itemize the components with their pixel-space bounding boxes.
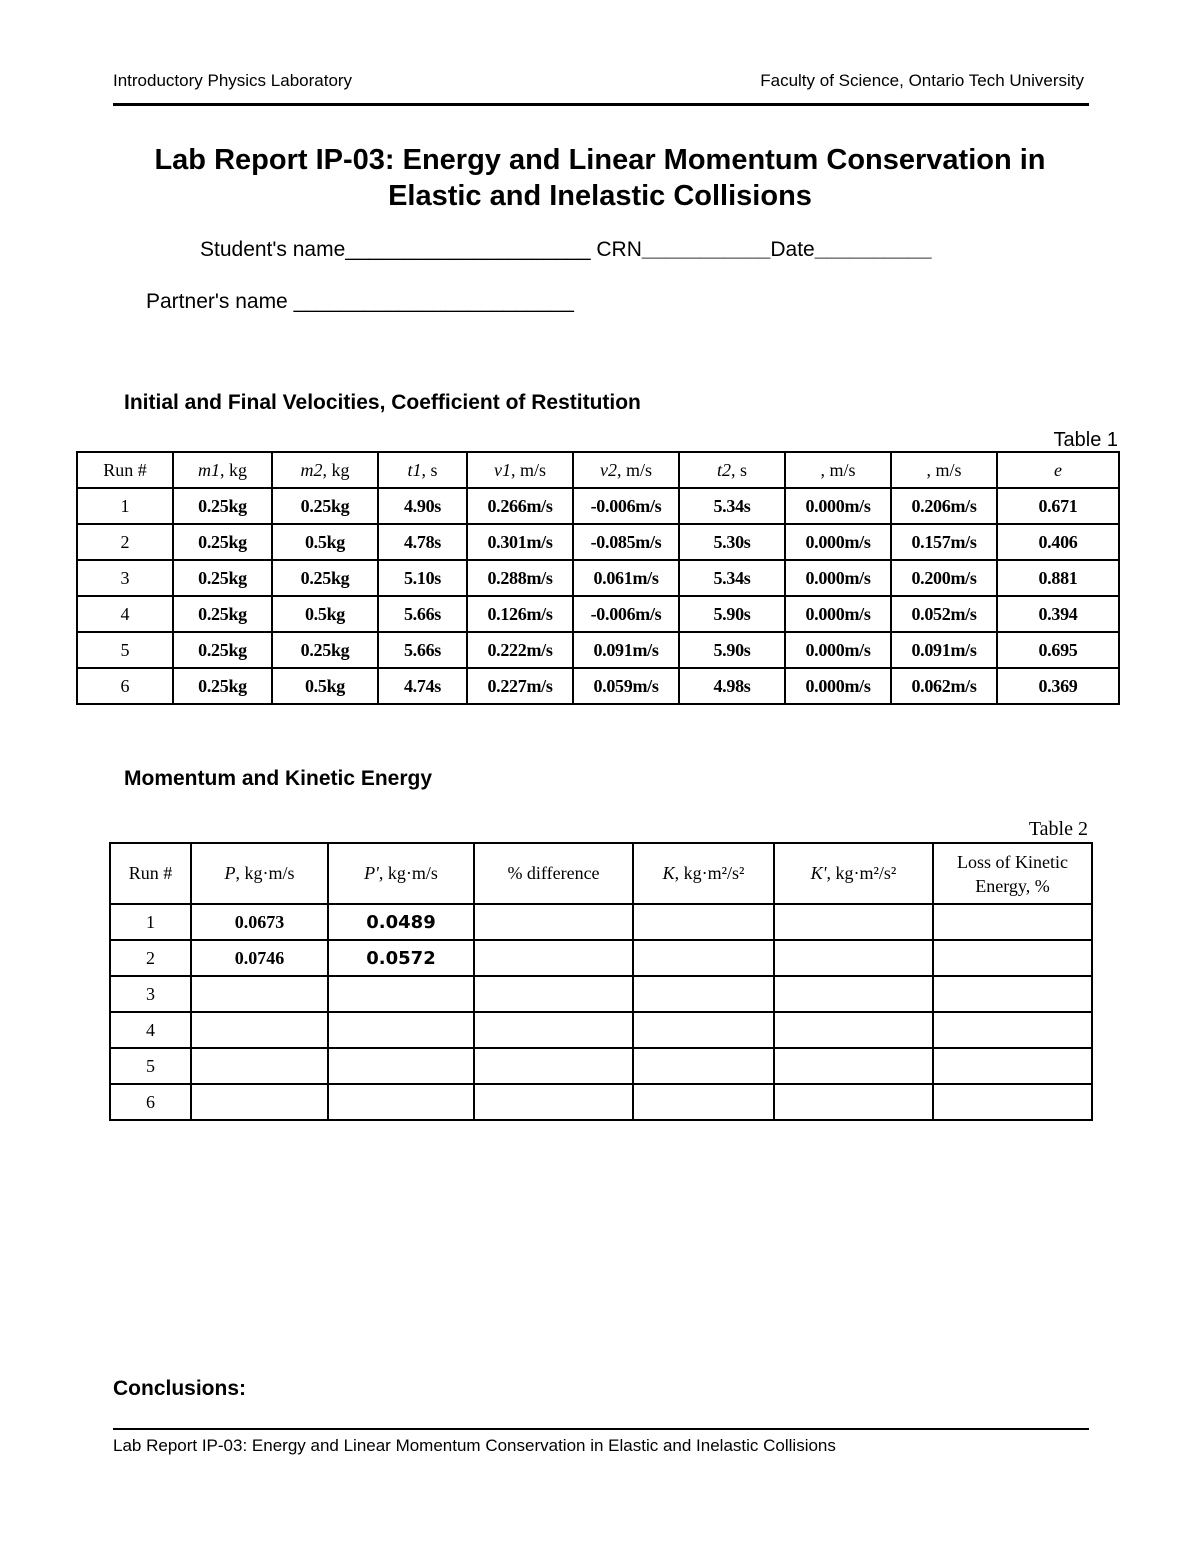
table-cell[interactable]: 0.695: [997, 632, 1119, 668]
table-cell[interactable]: 0.25kg: [272, 632, 378, 668]
col-t1: t1, s: [378, 452, 467, 488]
table-cell[interactable]: 0.25kg: [272, 560, 378, 596]
table-cell[interactable]: 0.5kg: [272, 596, 378, 632]
student-info-line: [200, 238, 932, 262]
table-cell[interactable]: [328, 1048, 474, 1084]
table-cell[interactable]: [933, 976, 1092, 1012]
col-e: e: [997, 452, 1119, 488]
page-title-line2: Elastic and Inelastic Collisions: [388, 180, 812, 212]
table-cell[interactable]: [774, 1012, 933, 1048]
table-cell[interactable]: 0.0572: [328, 940, 474, 976]
table-cell[interactable]: [328, 1084, 474, 1120]
table-row: [110, 904, 1092, 940]
table-cell[interactable]: 0.000m/s: [785, 560, 891, 596]
table-cell[interactable]: [191, 976, 328, 1012]
table-cell[interactable]: 0.25kg: [173, 632, 272, 668]
table-cell[interactable]: [774, 1084, 933, 1120]
col-v1: v1, m/s: [467, 452, 573, 488]
table-cell[interactable]: 4.98s: [679, 668, 785, 704]
table-cell[interactable]: 0.059m/s: [573, 668, 679, 704]
table-cell[interactable]: 0.5kg: [272, 668, 378, 704]
col-t2: t2, s: [679, 452, 785, 488]
table-cell[interactable]: 0.0746: [191, 940, 328, 976]
table-cell[interactable]: 0.394: [997, 596, 1119, 632]
table-cell[interactable]: [633, 976, 774, 1012]
table-cell[interactable]: [474, 1048, 633, 1084]
table-row: [77, 524, 1119, 560]
table-cell[interactable]: 0.25kg: [173, 524, 272, 560]
crn-label[interactable]: ___________________ CRN: [368, 238, 642, 261]
table-cell[interactable]: [474, 940, 633, 976]
col-m1: m1, kg: [173, 452, 272, 488]
run-number-cell: 1: [110, 904, 191, 940]
table-cell[interactable]: [633, 1012, 774, 1048]
col-v1-final: , m/s: [785, 452, 891, 488]
table-cell[interactable]: 0.25kg: [173, 596, 272, 632]
table-cell[interactable]: 5.30s: [679, 524, 785, 560]
col-percent-difference: % difference: [474, 843, 633, 904]
footer-text: Lab Report IP-03: Energy and Linear Momentum Conservation in Elastic and Inelastic Collisions: [113, 1436, 836, 1455]
table-cell[interactable]: 0.406: [997, 524, 1119, 560]
table-cell[interactable]: 5.34s: [679, 488, 785, 524]
run-number-cell: 1: [77, 488, 173, 524]
table2-caption: Table 2: [1028, 818, 1088, 840]
date-field[interactable]: __________: [814, 238, 932, 261]
table-cell[interactable]: [933, 904, 1092, 940]
col-p-final: P', kg·m/s: [328, 843, 474, 904]
table-cell[interactable]: 0.227m/s: [467, 668, 573, 704]
student-name-label[interactable]: Student's name__: [200, 238, 369, 261]
table-cell[interactable]: [774, 1048, 933, 1084]
run-number-cell: 4: [77, 596, 173, 632]
col-m2: m2, kg: [272, 452, 378, 488]
col-k-final: K', kg·m²/s²: [774, 843, 933, 904]
run-number-cell: 4: [110, 1012, 191, 1048]
col-loss-kinetic-energy: Loss of Kinetic Energy, %: [933, 843, 1092, 904]
run-number-cell: 6: [110, 1084, 191, 1120]
table-cell[interactable]: [633, 904, 774, 940]
table-cell[interactable]: [633, 1048, 774, 1084]
table-cell[interactable]: 0.222m/s: [467, 632, 573, 668]
table-cell[interactable]: [933, 1012, 1092, 1048]
table-cell[interactable]: [633, 940, 774, 976]
table-row: [110, 1048, 1092, 1084]
table-cell[interactable]: -0.006m/s: [573, 488, 679, 524]
table-row: [77, 632, 1119, 668]
table-cell[interactable]: 5.66s: [378, 632, 467, 668]
table-cell[interactable]: 0.052m/s: [891, 596, 997, 632]
table-cell[interactable]: [191, 1084, 328, 1120]
table-cell[interactable]: 0.000m/s: [785, 632, 891, 668]
table-cell[interactable]: [191, 1012, 328, 1048]
table1-caption: Table 1: [1053, 429, 1118, 451]
col-run: Run #: [110, 843, 191, 904]
table-cell[interactable]: [774, 940, 933, 976]
table-cell[interactable]: 0.061m/s: [573, 560, 679, 596]
section2-title: Momentum and Kinetic Energy: [124, 767, 433, 790]
table-cell[interactable]: -0.006m/s: [573, 596, 679, 632]
run-number-cell: 6: [77, 668, 173, 704]
table-cell[interactable]: 4.78s: [378, 524, 467, 560]
run-number-cell: 3: [77, 560, 173, 596]
run-number-cell: 5: [77, 632, 173, 668]
table-row: [77, 596, 1119, 632]
table-cell[interactable]: 5.90s: [679, 632, 785, 668]
table-cell[interactable]: 0.266m/s: [467, 488, 573, 524]
table-cell[interactable]: [191, 1048, 328, 1084]
table-cell[interactable]: 0.000m/s: [785, 488, 891, 524]
col-v2-final: , m/s: [891, 452, 997, 488]
table-cell[interactable]: [474, 1084, 633, 1120]
table-row: [110, 976, 1092, 1012]
table-cell[interactable]: 5.90s: [679, 596, 785, 632]
page-title-line1: Lab Report IP-03: Energy and Linear Momentum Conservation in: [154, 144, 1046, 176]
table-row: [110, 1012, 1092, 1048]
table-row: [77, 560, 1119, 596]
table-cell[interactable]: 0.288m/s: [467, 560, 573, 596]
table-cell[interactable]: 0.671: [997, 488, 1119, 524]
table-row: [77, 668, 1119, 704]
table-cell[interactable]: [474, 1012, 633, 1048]
table-cell[interactable]: 4.90s: [378, 488, 467, 524]
header-right: Faculty of Science, Ontario Tech University: [760, 71, 1084, 90]
table-cell[interactable]: 5.66s: [378, 596, 467, 632]
table-cell[interactable]: 5.10s: [378, 560, 467, 596]
table-cell[interactable]: 0.091m/s: [891, 632, 997, 668]
table-cell[interactable]: 0.206m/s: [891, 488, 997, 524]
col-v2: v2, m/s: [573, 452, 679, 488]
col-run: Run #: [77, 452, 173, 488]
table-row: [110, 940, 1092, 976]
table-1: [76, 451, 1120, 705]
crn-field[interactable]: ___________: [641, 238, 771, 261]
table-cell[interactable]: 0.25kg: [173, 668, 272, 704]
col-k: K, kg·m²/s²: [633, 843, 774, 904]
table-cell[interactable]: 0.062m/s: [891, 668, 997, 704]
section1-title: Initial and Final Velocities, Coefficient of Restitution: [124, 391, 641, 414]
table-cell[interactable]: 0.25kg: [272, 488, 378, 524]
table-cell[interactable]: 0.200m/s: [891, 560, 997, 596]
table-cell[interactable]: 0.369: [997, 668, 1119, 704]
table-cell[interactable]: 5.34s: [679, 560, 785, 596]
date-label: Date: [770, 238, 815, 261]
page-title: [0, 142, 1200, 214]
table-cell[interactable]: 0.5kg: [272, 524, 378, 560]
table-cell[interactable]: 0.157m/s: [891, 524, 997, 560]
table-cell[interactable]: [933, 1084, 1092, 1120]
table-cell[interactable]: 0.0673: [191, 904, 328, 940]
table-cell[interactable]: [474, 904, 633, 940]
table-cell[interactable]: 0.25kg: [173, 488, 272, 524]
table-cell[interactable]: 0.25kg: [173, 560, 272, 596]
footer-rule: [113, 1428, 1089, 1430]
table-cell[interactable]: 0.000m/s: [785, 596, 891, 632]
run-number-cell: 3: [110, 976, 191, 1012]
table-cell[interactable]: 0.301m/s: [467, 524, 573, 560]
table-cell[interactable]: 0.0489: [328, 904, 474, 940]
table-cell[interactable]: [328, 976, 474, 1012]
table2-header-row: [110, 843, 1092, 904]
table-cell[interactable]: 0.091m/s: [573, 632, 679, 668]
col-p: P, kg·m/s: [191, 843, 328, 904]
table-cell[interactable]: [774, 976, 933, 1012]
header-left: Introductory Physics Laboratory: [113, 71, 353, 90]
run-number-cell: 2: [77, 524, 173, 560]
table-cell[interactable]: [474, 976, 633, 1012]
table-cell[interactable]: 0.000m/s: [785, 524, 891, 560]
table-cell[interactable]: -0.085m/s: [573, 524, 679, 560]
table-cell[interactable]: 4.74s: [378, 668, 467, 704]
table-cell[interactable]: 0.126m/s: [467, 596, 573, 632]
table-cell[interactable]: [774, 904, 933, 940]
table-cell[interactable]: [933, 940, 1092, 976]
table-cell[interactable]: [633, 1084, 774, 1120]
header-rule: [113, 103, 1089, 106]
table-cell[interactable]: [933, 1048, 1092, 1084]
table1-header-row: [77, 452, 1119, 488]
table-row: [77, 488, 1119, 524]
table-cell[interactable]: [328, 1012, 474, 1048]
run-number-cell: 2: [110, 940, 191, 976]
run-number-cell: 5: [110, 1048, 191, 1084]
table-row: [110, 1084, 1092, 1120]
table-cell[interactable]: 0.000m/s: [785, 668, 891, 704]
table-2: [109, 842, 1093, 1121]
table-cell[interactable]: 0.881: [997, 560, 1119, 596]
conclusions-label: Conclusions:: [113, 1377, 247, 1400]
partner-name-field[interactable]: Partner's name ________________________: [146, 290, 574, 313]
